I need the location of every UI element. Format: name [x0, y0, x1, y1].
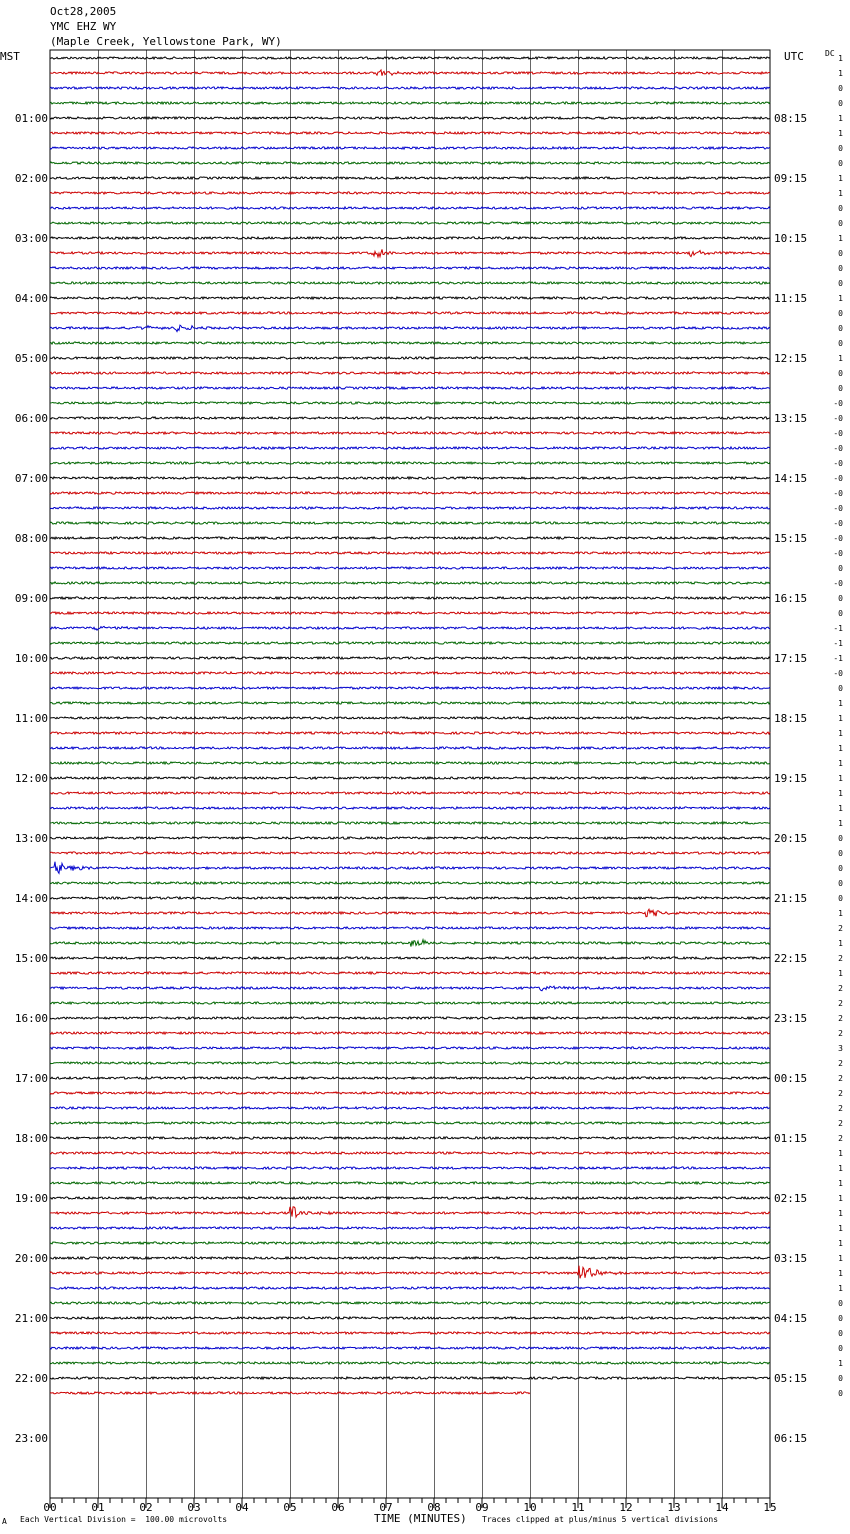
dc-offset-label: 0	[838, 879, 843, 888]
left-hour-label: 19:00	[14, 1192, 48, 1205]
dc-offset-label: 0	[838, 1374, 843, 1383]
dc-offset-label: 1	[838, 354, 843, 363]
right-hour-label: 02:15	[774, 1192, 808, 1205]
dc-offset-label: 0	[838, 204, 843, 213]
dc-offset-label: 0	[838, 864, 843, 873]
trace-line	[50, 1207, 770, 1217]
trace-line	[50, 777, 770, 779]
trace-line	[50, 267, 770, 269]
trace-line	[50, 222, 770, 224]
left-hour-label: 02:00	[14, 172, 48, 185]
right-hour-label: 04:15	[774, 1312, 808, 1325]
right-hour-label: 00:15	[774, 1072, 808, 1085]
dc-offset-label: 0	[838, 339, 843, 348]
left-hour-label: 14:00	[14, 892, 48, 905]
trace-line	[50, 87, 770, 89]
trace-line	[50, 747, 770, 749]
dc-offset-label: 1	[838, 189, 843, 198]
dc-offset-label: 0	[838, 1389, 843, 1398]
trace-line	[50, 552, 770, 554]
right-hour-label: 16:15	[774, 592, 808, 605]
trace-line	[50, 1362, 770, 1364]
dc-offset-label: 1	[838, 129, 843, 138]
trace-line	[50, 940, 770, 947]
dc-offset-label: -0	[833, 549, 843, 558]
left-hour-label: 04:00	[14, 292, 48, 305]
trace-line	[50, 1047, 770, 1049]
trace-line	[50, 297, 770, 299]
trace-line	[50, 162, 770, 164]
trace-line	[50, 582, 770, 584]
x-axis-label: TIME (MINUTES)	[374, 1512, 467, 1525]
trace-line	[50, 1182, 770, 1184]
dc-offset-label: 1	[838, 1239, 843, 1248]
dc-offset-label: 2	[838, 1119, 843, 1128]
trace-line	[50, 1167, 770, 1169]
dc-offset-label: 0	[838, 369, 843, 378]
trace-line	[50, 927, 770, 929]
right-hour-label: 15:15	[774, 532, 808, 545]
trace-line	[50, 342, 770, 344]
trace-line	[50, 642, 770, 644]
dc-offset-label: 1	[838, 774, 843, 783]
trace-line	[50, 1017, 770, 1019]
header-date: Oct28,2005	[50, 5, 117, 18]
dc-offset-label: -1	[833, 654, 843, 663]
dc-header-label: DC	[825, 49, 835, 58]
right-hour-label: 09:15	[774, 172, 808, 185]
left-hour-label: 17:00	[14, 1072, 48, 1085]
dc-offset-label: 1	[838, 1179, 843, 1188]
trace-line	[50, 626, 770, 630]
dc-offset-label: 2	[838, 954, 843, 963]
dc-offset-label: 1	[838, 234, 843, 243]
dc-offset-label: 1	[838, 114, 843, 123]
trace-line	[50, 282, 770, 284]
right-hour-label: 14:15	[774, 472, 808, 485]
dc-offset-label: 3	[838, 1044, 843, 1053]
dc-offset-label: -0	[833, 504, 843, 513]
dc-offset-label: 1	[838, 789, 843, 798]
dc-offset-label: 1	[838, 699, 843, 708]
left-hour-label: 18:00	[14, 1132, 48, 1145]
dc-offset-label: 1	[838, 969, 843, 978]
dc-offset-label: -1	[833, 624, 843, 633]
dc-offset-label: 1	[838, 69, 843, 78]
dc-offset-label: 1	[838, 1194, 843, 1203]
trace-line	[50, 822, 770, 824]
dc-offset-label: 1	[838, 174, 843, 183]
trace-line	[50, 1392, 530, 1394]
trace-line	[50, 1122, 770, 1124]
trace-line	[50, 792, 770, 794]
x-tick-label: 10	[523, 1501, 537, 1514]
right-hour-label: 10:15	[774, 232, 808, 245]
x-tick-label: 12	[619, 1501, 633, 1514]
right-hour-label: 18:15	[774, 712, 808, 725]
corner-mark: A	[2, 1517, 7, 1526]
trace-line	[50, 237, 770, 239]
trace-line	[50, 702, 770, 704]
dc-offset-label: 1	[838, 909, 843, 918]
dc-offset-label: -0	[833, 669, 843, 678]
dc-offset-label: 0	[838, 144, 843, 153]
dc-offset-label: -0	[833, 474, 843, 483]
trace-line	[50, 325, 770, 332]
dc-offset-label: 1	[838, 1224, 843, 1233]
dc-offset-label: 2	[838, 924, 843, 933]
dc-offset-label: 0	[838, 219, 843, 228]
trace-line	[50, 522, 770, 524]
trace-line	[50, 862, 770, 874]
dc-offset-label: 1	[838, 294, 843, 303]
dc-offset-label: 2	[838, 1134, 843, 1143]
trace-line	[50, 537, 770, 539]
trace-line	[50, 192, 770, 194]
dc-offset-label: 0	[838, 894, 843, 903]
dc-offset-label: 0	[838, 594, 843, 603]
dc-offset-label: 0	[838, 684, 843, 693]
trace-line	[50, 447, 770, 449]
trace-line	[50, 507, 770, 509]
right-hour-label: 12:15	[774, 352, 808, 365]
dc-offset-label: 0	[838, 1299, 843, 1308]
right-hour-label: 22:15	[774, 952, 808, 965]
trace-line	[50, 1077, 770, 1079]
dc-offset-label: 1	[838, 729, 843, 738]
right-hour-label: 08:15	[774, 112, 808, 125]
x-tick-label: 00	[43, 1501, 57, 1514]
dc-offset-label: -0	[833, 519, 843, 528]
trace-line	[50, 852, 770, 854]
dc-offset-label: -0	[833, 444, 843, 453]
trace-line	[50, 1197, 770, 1199]
right-hour-label: 17:15	[774, 652, 808, 665]
trace-line	[50, 717, 770, 719]
trace-line	[50, 1266, 770, 1279]
dc-offset-label: 1	[838, 1254, 843, 1263]
dc-offset-label: 0	[838, 384, 843, 393]
left-hour-label: 03:00	[14, 232, 48, 245]
trace-line	[50, 1242, 770, 1244]
trace-line	[50, 1347, 770, 1349]
left-hour-label: 01:00	[14, 112, 48, 125]
x-tick-label: 03	[187, 1501, 201, 1514]
trace-line	[50, 1032, 770, 1034]
right-hour-label: 01:15	[774, 1132, 808, 1145]
trace-line	[50, 372, 770, 374]
right-hour-label: 11:15	[774, 292, 808, 305]
dc-offset-label: 2	[838, 1104, 843, 1113]
x-tick-label: 02	[139, 1501, 153, 1514]
trace-line	[50, 492, 770, 494]
dc-offset-label: -1	[833, 639, 843, 648]
dc-offset-label: 1	[838, 804, 843, 813]
left-hour-label: 06:00	[14, 412, 48, 425]
dc-offset-label: 2	[838, 1014, 843, 1023]
left-hour-label: 13:00	[14, 832, 48, 845]
trace-line	[50, 1257, 770, 1259]
right-hour-label: 19:15	[774, 772, 808, 785]
trace-line	[50, 567, 770, 569]
trace-line	[50, 807, 770, 809]
trace-line	[50, 1107, 770, 1109]
x-tick-label: 05	[283, 1501, 297, 1514]
left-hour-label: 16:00	[14, 1012, 48, 1025]
trace-line	[50, 732, 770, 734]
trace-line	[50, 102, 770, 104]
trace-line	[50, 117, 770, 119]
dc-offset-label: 1	[838, 819, 843, 828]
trace-line	[50, 986, 770, 991]
left-hour-label: 05:00	[14, 352, 48, 365]
dc-offset-label: 0	[838, 564, 843, 573]
dc-offset-label: -0	[833, 459, 843, 468]
trace-line	[50, 387, 770, 389]
dc-offset-label: 0	[838, 324, 843, 333]
dc-offset-label: 0	[838, 309, 843, 318]
dc-offset-label: -0	[833, 489, 843, 498]
dc-offset-label: 2	[838, 1074, 843, 1083]
trace-line	[50, 312, 770, 314]
trace-line	[50, 1332, 770, 1334]
trace-line	[50, 1152, 770, 1154]
left-hour-label: 09:00	[14, 592, 48, 605]
trace-line	[50, 657, 770, 659]
dc-offset-label: 0	[838, 99, 843, 108]
dc-offset-label: 0	[838, 1314, 843, 1323]
trace-line	[50, 177, 770, 179]
trace-line	[50, 1137, 770, 1139]
dc-offset-label: 1	[838, 1284, 843, 1293]
x-tick-label: 14	[715, 1501, 729, 1514]
trace-line	[50, 249, 770, 257]
dc-offset-label: 0	[838, 264, 843, 273]
x-tick-label: 07	[379, 1501, 393, 1514]
dc-offset-label: 1	[838, 1269, 843, 1278]
trace-line	[50, 1092, 770, 1094]
dc-offset-label: 1	[838, 939, 843, 948]
right-hour-label: 05:15	[774, 1372, 808, 1385]
dc-offset-label: 1	[838, 744, 843, 753]
x-tick-label: 04	[235, 1501, 249, 1514]
dc-offset-label: 2	[838, 1029, 843, 1038]
trace-line	[50, 207, 770, 209]
left-hour-label: 11:00	[14, 712, 48, 725]
trace-line	[50, 897, 770, 899]
left-hour-label: 20:00	[14, 1252, 48, 1265]
x-tick-label: 08	[427, 1501, 441, 1514]
trace-line	[50, 1287, 770, 1289]
dc-offset-label: 1	[838, 1209, 843, 1218]
trace-line	[50, 1317, 770, 1319]
right-timezone-label: UTC	[784, 50, 804, 63]
left-hour-label: 10:00	[14, 652, 48, 665]
right-hour-label: 03:15	[774, 1252, 808, 1265]
dc-offset-label: 2	[838, 1089, 843, 1098]
dc-offset-label: 0	[838, 1329, 843, 1338]
trace-line	[50, 1377, 770, 1379]
trace-line	[50, 70, 770, 76]
left-hour-label: 22:00	[14, 1372, 48, 1385]
left-hour-label: 07:00	[14, 472, 48, 485]
dc-offset-label: -0	[833, 579, 843, 588]
dc-offset-label: 1	[838, 1149, 843, 1158]
x-tick-label: 15	[763, 1501, 777, 1514]
x-tick-label: 11	[571, 1501, 585, 1514]
trace-line	[50, 762, 770, 764]
trace-line	[50, 597, 770, 599]
trace-line	[50, 1227, 770, 1229]
x-tick-label: 01	[91, 1501, 105, 1514]
dc-offset-label: 0	[838, 159, 843, 168]
dc-offset-label: -0	[833, 429, 843, 438]
trace-line	[50, 837, 770, 839]
trace-line	[50, 972, 770, 974]
dc-offset-label: 0	[838, 249, 843, 258]
right-hour-label: 21:15	[774, 892, 808, 905]
dc-offset-label: 1	[838, 759, 843, 768]
left-hour-label: 15:00	[14, 952, 48, 965]
trace-line	[50, 1302, 770, 1304]
dc-offset-label: 0	[838, 834, 843, 843]
dc-offset-label: 0	[838, 849, 843, 858]
trace-line	[50, 402, 770, 404]
left-hour-label: 08:00	[14, 532, 48, 545]
trace-line	[50, 147, 770, 149]
x-tick-label: 06	[331, 1501, 345, 1514]
trace-line	[50, 477, 770, 479]
dc-offset-label: 2	[838, 984, 843, 993]
dc-offset-label: 0	[838, 84, 843, 93]
dc-offset-label: -0	[833, 414, 843, 423]
left-hour-label: 21:00	[14, 1312, 48, 1325]
trace-line	[50, 909, 770, 917]
trace-line	[50, 1002, 770, 1004]
dc-offset-label: 1	[838, 1164, 843, 1173]
dc-offset-label: 1	[838, 1359, 843, 1368]
x-tick-label: 13	[667, 1501, 681, 1514]
dc-offset-label: 2	[838, 1059, 843, 1068]
left-hour-label: 23:00	[14, 1432, 48, 1445]
header-location: (Maple Creek, Yellowstone Park, WY)	[50, 35, 282, 48]
dc-offset-label: -0	[833, 534, 843, 543]
x-tick-label: 09	[475, 1501, 489, 1514]
dc-offset-label: 0	[838, 609, 843, 618]
trace-line	[50, 1062, 770, 1064]
left-hour-label: 12:00	[14, 772, 48, 785]
trace-line	[50, 672, 770, 674]
trace-line	[50, 612, 770, 614]
dc-offset-label: 2	[838, 999, 843, 1008]
trace-line	[50, 957, 770, 959]
right-hour-label: 13:15	[774, 412, 808, 425]
trace-line	[50, 132, 770, 134]
trace-line	[50, 57, 770, 59]
right-hour-label: 20:15	[774, 832, 808, 845]
dc-offset-label: 0	[838, 279, 843, 288]
dc-offset-label: 1	[838, 54, 843, 63]
trace-line	[50, 417, 770, 419]
trace-line	[50, 462, 770, 464]
clip-note: Traces clipped at plus/minus 5 vertical divisions	[482, 1515, 719, 1524]
trace-line	[50, 357, 770, 359]
right-hour-label: 06:15	[774, 1432, 808, 1445]
dc-offset-label: 0	[838, 1344, 843, 1353]
trace-line	[50, 432, 770, 434]
left-timezone-label: MST	[0, 50, 20, 63]
trace-line	[50, 882, 770, 884]
dc-offset-label: 1	[838, 714, 843, 723]
right-hour-label: 23:15	[774, 1012, 808, 1025]
scale-note: Each Vertical Division = 100.00 microvolts	[20, 1515, 228, 1524]
header-station: YMC EHZ WY	[50, 20, 117, 33]
dc-offset-label: -0	[833, 399, 843, 408]
trace-line	[50, 687, 770, 689]
